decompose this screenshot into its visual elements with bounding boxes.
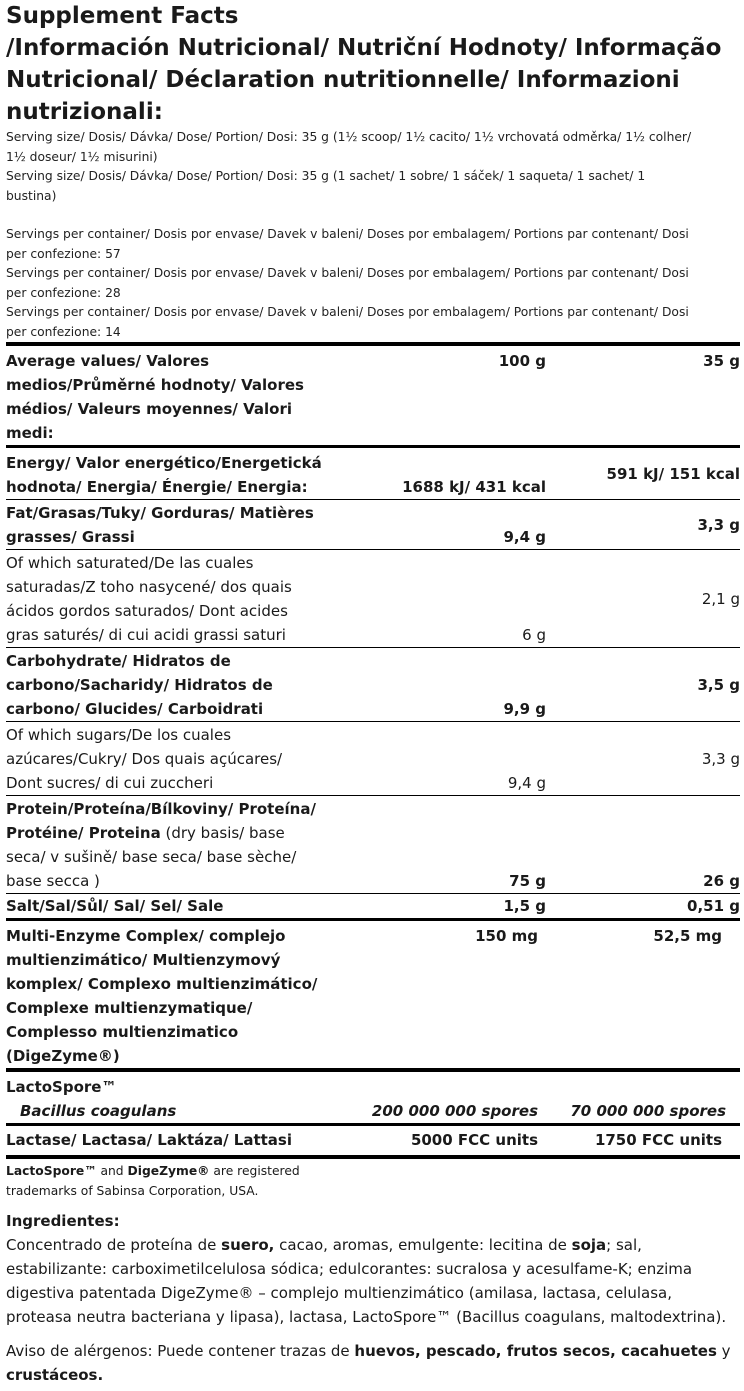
lactospore-row [6, 1070, 740, 1125]
title-line: Nutricional/ Déclaration nutritionnelle/ Informazioni [6, 67, 680, 93]
saturated-35g: 2,1 g [546, 550, 740, 648]
servings-line: per confezione: 57 [6, 246, 121, 261]
enzyme-35g: 52,5 mg [546, 920, 740, 1071]
sugars-row [6, 722, 740, 796]
energy-label: Energy/ Valor energético/Energetická hodnota/ Energia/ Énergie/ Energia: [6, 447, 346, 500]
lactase-35g: 1750 FCC units [546, 1125, 740, 1153]
sugars-100g: 9,4 g [346, 722, 546, 796]
protein-label: Protein/Proteína/Bílkoviny/ Proteína/ Protéine/ Proteina (dry basis/ base seca/ v sušině/ base seca/ base sèche/ base secca ) [6, 796, 346, 894]
lactospore-35g: 70 000 000 spores [546, 1070, 740, 1125]
lactospore-label: LactoSpore™ Bacillus coagulans [6, 1070, 346, 1125]
fat-35g: 3,3 g [546, 500, 740, 550]
fat-100g: 9,4 g [346, 500, 546, 550]
salt-35g: 0,51 g [546, 894, 740, 920]
salt-row [6, 894, 740, 920]
servings-line: Servings per container/ Dosis por envase/ Davek v baleni/ Doses por embalagem/ Portions par contenant/ Dosi [6, 227, 689, 241]
servings-per-container-block [6, 225, 740, 342]
serving-size-line: 1½ doseur/ 1½ misurini) [6, 149, 158, 164]
serving-size-line: Serving size/ Dosis/ Dávka/ Dose/ Portion/ Dosi: 35 g (1 sachet/ 1 sobre/ 1 sáček/ 1 saqueta/ 1 sachet/ 1 [6, 169, 646, 183]
title-line: Supplement Facts [6, 3, 239, 29]
saturated-row [6, 550, 740, 648]
salt-label: Salt/Sal/Sůl/ Sal/ Sel/ Sale [6, 894, 346, 920]
carbohydrate-100g: 9,9 g [346, 648, 546, 722]
supplement-facts-panel [6, 0, 740, 1387]
ingredients-title: Ingredientes: [6, 1212, 120, 1230]
lactospore-100g: 200 000 000 spores [346, 1070, 546, 1125]
sugars-35g: 3,3 g [546, 722, 740, 796]
carbohydrate-label: Carbohydrate/ Hidratos de carbono/Sacharidy/ Hidratos de carbono/ Glucides/ Carboidrati [6, 648, 346, 722]
lactase-row [6, 1125, 740, 1153]
header-col-100g: 100 g [346, 344, 546, 447]
energy-35g: 591 kJ/ 151 kcal [546, 447, 740, 500]
enzyme-label: Multi-Enzyme Complex/ complejo multienzimático/ Multienzymový komplex/ Complexo multienzimático/ Complexe multienzymatique/ Complesso multienzimatico (DigeZyme®) [6, 920, 346, 1071]
energy-row [6, 447, 740, 500]
table-bottom-rule [6, 1155, 740, 1159]
title-line: nutrizionali: [6, 99, 163, 125]
header-col-35g: 35 g [546, 344, 740, 447]
allergen-notice: Aviso de alérgenos: Puede contener trazas de huevos, pescado, frutos secos, cacahuetes y crustáceos. [6, 1342, 731, 1384]
trademark-note: LactoSpore™ and DigeZyme® are registered trademarks of Sabinsa Corporation, USA. [6, 1164, 300, 1198]
sugars-label: Of which sugars/De los cuales azúcares/Cukry/ Dos quais açúcares/ Dont sucres/ di cui zuccheri [6, 722, 346, 796]
table-header-row [6, 344, 740, 447]
carbohydrate-35g: 3,5 g [546, 648, 740, 722]
servings-line: Servings per container/ Dosis por envase/ Davek v baleni/ Doses por embalagem/ Portions par contenant/ Dosi [6, 266, 689, 280]
panel-title [6, 0, 740, 128]
ingredients-text: Concentrado de proteína de suero, cacao, aromas, emulgente: lecitina de soja; sal, estabilizante: carboximetilcelulosa sódica; edulcorantes: sucralosa y acesulfame-K; enzima digestiva patentada DigeZyme® – complejo multienzimático (amilasa, lactasa, celulasa, proteasa neutra bacteriana y lipasa), lactasa, LactoSpore™ (Bacillus coagulans, maltodextrina). [6, 1236, 727, 1326]
fat-row [6, 500, 740, 550]
protein-35g: 26 g [546, 796, 740, 894]
protein-row [6, 796, 740, 894]
nutrition-table [6, 342, 740, 1152]
saturated-100g: 6 g [346, 550, 546, 648]
lactase-label: Lactase/ Lactasa/ Laktáza/ Lattasi [6, 1125, 346, 1153]
carbohydrate-row [6, 648, 740, 722]
servings-line: Servings per container/ Dosis por envase/ Davek v baleni/ Doses por embalagem/ Portions par contenant/ Dosi [6, 305, 689, 319]
salt-100g: 1,5 g [346, 894, 546, 920]
energy-100g: 1688 kJ/ 431 kcal [346, 447, 546, 500]
fat-label: Fat/Grasas/Tuky/ Gorduras/ Matières grasses/ Grassi [6, 500, 346, 550]
saturated-label: Of which saturated/De las cuales saturadas/Z toho nasycené/ dos quais ácidos gordos saturados/ Dont acides gras saturés/ di cui acidi grassi saturi [6, 550, 346, 648]
serving-size-line: bustina) [6, 188, 57, 203]
servings-line: per confezione: 14 [6, 324, 121, 339]
serving-size-block [6, 128, 740, 206]
servings-line: per confezione: 28 [6, 285, 121, 300]
serving-size-line: Serving size/ Dosis/ Dávka/ Dose/ Portion/ Dosi: 35 g (1½ scoop/ 1½ cacito/ 1½ vrchovatá odměrka/ 1½ colher/ [6, 130, 692, 144]
lactase-100g: 5000 FCC units [346, 1125, 546, 1153]
title-line: /Información Nutricional/ Nutriční Hodnoty/ Informação [6, 35, 722, 61]
protein-100g: 75 g [346, 796, 546, 894]
enzyme-row [6, 920, 740, 1071]
header-label: Average values/ Valores medios/Průměrné hodnoty/ Valores médios/ Valeurs moyennes/ Valori medi: [6, 344, 346, 447]
enzyme-100g: 150 mg [346, 920, 546, 1071]
